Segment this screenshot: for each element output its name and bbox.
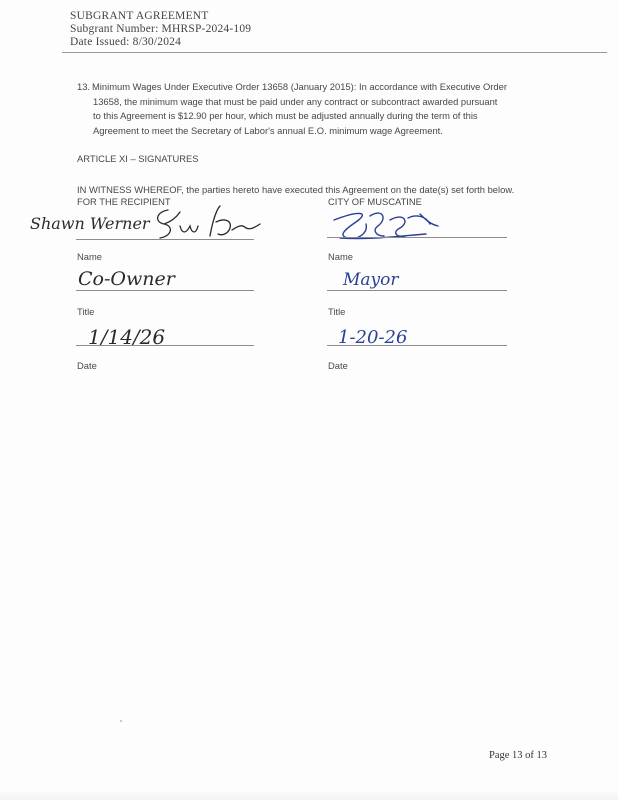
recipient-title-line bbox=[76, 290, 254, 291]
article-heading: ARTICLE XI – SIGNATURES bbox=[77, 153, 199, 164]
recipient-printed-name-handwritten: Shawn Werner bbox=[30, 214, 150, 233]
scan-edge-shadow bbox=[0, 790, 618, 800]
header-subgrant-number: Subgrant Number: MHRSP-2024-109 bbox=[70, 23, 252, 35]
city-title-handwritten: Mayor bbox=[343, 270, 399, 290]
clause-13 bbox=[77, 80, 545, 138]
city-name-label: Name bbox=[328, 251, 354, 262]
clause-line-2: 13658, the minimum wage that must be paid under any contract or subcontract awarded pursuant bbox=[93, 95, 498, 107]
recipient-date-label: Date bbox=[77, 360, 97, 371]
city-date-handwritten: 1-20-26 bbox=[338, 327, 408, 348]
header-date-issued: Date Issued: 8/30/2024 bbox=[70, 36, 182, 48]
recipient-name-label: Name bbox=[77, 251, 103, 262]
document-header bbox=[70, 10, 251, 49]
recipient-date-handwritten: 1/14/26 bbox=[88, 325, 166, 349]
witness-statement: IN WITNESS WHEREOF, the parties hereto have executed this Agreement on the date(s) set forth below. bbox=[77, 184, 515, 195]
city-date-label: Date bbox=[328, 360, 348, 371]
clause-number: 13. bbox=[77, 81, 91, 92]
header-divider bbox=[62, 52, 607, 53]
city-name-line bbox=[327, 237, 507, 238]
clause-line-3: to this Agreement is $12.90 per hour, which must be adjusted annually during the term of this bbox=[93, 110, 478, 122]
city-date-line bbox=[327, 345, 507, 346]
clause-line-4: Agreement to meet the Secretary of Labor's annual E.O. minimum wage Agreement. bbox=[93, 124, 443, 136]
scan-speck bbox=[120, 720, 122, 722]
page-number: Page 13 of 13 bbox=[489, 750, 548, 761]
city-signature bbox=[330, 206, 450, 244]
recipient-title-handwritten: Co-Owner bbox=[78, 268, 175, 290]
recipient-date-line bbox=[76, 345, 254, 346]
recipient-title-label: Title bbox=[77, 306, 95, 317]
city-column-label: CITY OF MUSCATINE bbox=[328, 196, 422, 207]
city-title-line bbox=[327, 290, 507, 291]
recipient-column-label: FOR THE RECIPIENT bbox=[77, 196, 171, 207]
header-title: SUBGRANT AGREEMENT bbox=[70, 10, 209, 22]
clause-line-1: Minimum Wages Under Executive Order 13658 (January 2015): In accordance with Executive Order bbox=[92, 81, 507, 92]
recipient-name-line bbox=[76, 239, 254, 240]
city-title-label: Title bbox=[328, 306, 346, 317]
